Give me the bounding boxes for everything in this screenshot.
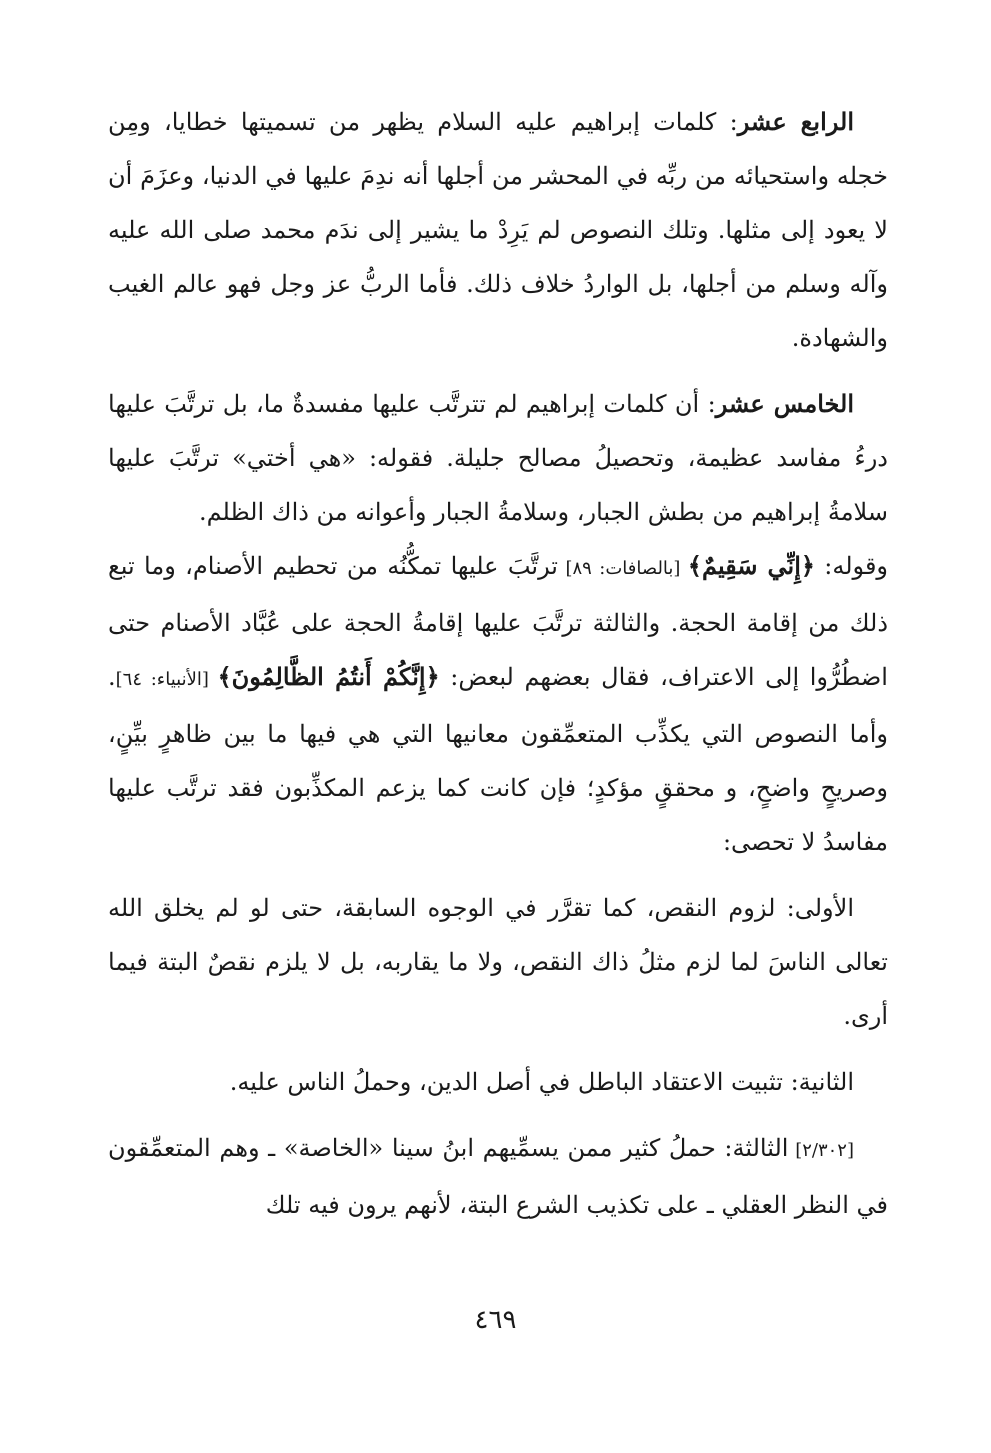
page-number: ٤٦٩	[474, 1305, 517, 1335]
page-body	[108, 95, 888, 1232]
paragraph-first-harm: الأولى: لزوم النقص، كما تقرَّر في الوجوه السابقة، حتى لو لم يخلق الله تعالى الناسَ لما لزم مثلُ ذاك النقص، ولا ما يقاربه، بل لا يلزم نقصٌ البتة فيما أرى.	[108, 894, 888, 1030]
paragraph-text: الثالثة: حملُ كثير ممن يسمِّيهم ابنُ سينا «الخاصة» ـ وهم المتعمِّقون في النظر العقلي ـ على تكذيب الشرع البتة، لأنهم يرون فيه تلك	[108, 1134, 888, 1219]
paragraph-fifteenth	[108, 377, 888, 539]
paragraph-lead: الخامس عشر	[715, 389, 854, 418]
paragraph-text: وقوله:	[814, 552, 889, 580]
paragraph-second-harm: الثانية: تثبيت الاعتقاد الباطل في أصل الدين، وحملُ الناس عليه.	[229, 1068, 854, 1096]
paragraph-fourteenth	[108, 95, 888, 365]
paragraph-quran-citations	[108, 539, 888, 869]
quran-verse: ﴿إِنَّكُمْ أَنتُمُ الظَّالِمُونَ﴾	[217, 662, 440, 691]
paragraph-third-harm	[108, 1121, 888, 1232]
paragraph-text: . وأما النصوص التي يكذِّب المتعمِّقون معانيها التي هي فيها ما بين ظاهرٍ بيِّنٍ، وصريحٍ واضحٍ، و محققٍ مؤكدٍ؛ فإن كانت كما يزعم المكذِّبون فقد ترتَّب عليها مفاسدُ لا تحصى:	[108, 663, 888, 856]
paragraph-text: : أن كلمات إبراهيم لم تترتَّب عليها مفسدةٌ ما، بل ترتَّبَ عليها درءُ مفاسد عظيمة، وتحصيلُ مصالح جليلة. فقوله: «هي أختي» ترتَّبَ عليها سلامةُ إبراهيم من بطش الجبار، وسلامةُ الجبار وأعوانه من ذاك الظلم.	[108, 390, 888, 526]
paragraph-text: : كلمات إبراهيم عليه السلام يظهر من تسميتها خطايا، ومِن خجله واستحيائه من ربِّه في المحشر من أجلها أنه ندِمَ عليها في الدنيا، وعزَمَ أن لا يعود إلى مثلها. وتلك النصوص لم يَرِدْ ما يشير إلى ندَم محمد صلى الله عليه وآله وسلم من أجلها، بل الواردُ خلاف ذلك. فأما الربُّ عز وجل فهو عالم الغيب والشهادة.	[108, 108, 888, 352]
paragraph-lead: الرابع عشر	[737, 107, 855, 136]
quran-verse: ﴿إِنِّي سَقِيمٌ﴾	[687, 551, 815, 580]
verse-reference: [الأنبياء: ٦٤]	[115, 669, 218, 690]
page-reference: [٢/٣٠٢]	[788, 1140, 855, 1161]
paragraph-text: ترتَّبَ عليها تمكُّنُه من تحطيم الأصنام، وما تبع ذلك من إقامة الحجة. والثالثة ترتَّبَ عليها إقامةُ الحجة على عُبَّاد الأصنام حتى اضطُرُّوا إلى الاعتراف، فقال بعضهم لبعض:	[108, 552, 888, 691]
verse-reference: [بالصافات: ٨٩]	[558, 558, 688, 579]
